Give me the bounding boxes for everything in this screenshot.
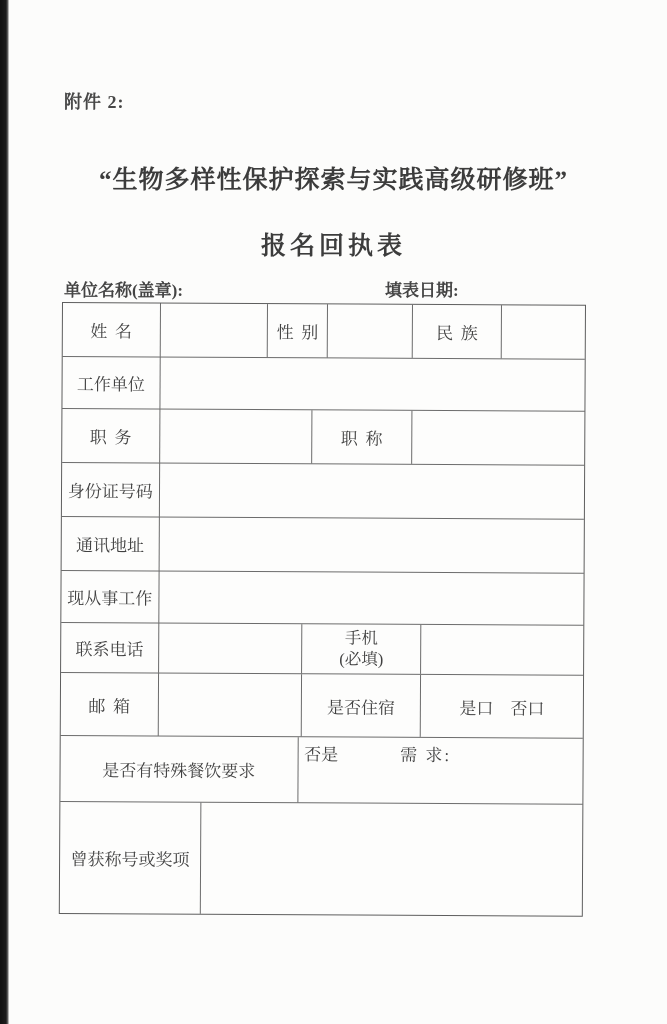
- dietary-options: 否是: [304, 745, 339, 765]
- ethnicity-value-cell: [502, 305, 585, 358]
- mobile-required-note: (必填): [339, 648, 384, 669]
- gender-label-cell: [268, 304, 328, 357]
- id-number-label: 身份证号码: [67, 482, 153, 502]
- awards-value-cell: [201, 803, 583, 916]
- table-row-awards: [60, 802, 583, 916]
- current-work-label-cell: [61, 571, 159, 623]
- phone-value-cell: [159, 624, 303, 674]
- attachment-label: 附件 2:: [64, 92, 125, 112]
- work-unit-label-cell: [62, 357, 160, 409]
- document-subtitle: 报名回执表: [260, 233, 406, 260]
- current-work-label: 现从事工作: [67, 589, 153, 609]
- position-label-cell: [62, 409, 160, 463]
- gender-label: 性别: [276, 323, 327, 343]
- table-row-current-work: [61, 571, 583, 626]
- name-label: 姓名: [90, 322, 140, 342]
- fill-date-label: 填表日期:: [385, 281, 459, 300]
- current-work-value-cell: [159, 572, 584, 625]
- address-value-cell: [159, 518, 584, 573]
- table-row-name: [63, 303, 585, 360]
- name-label-cell: [63, 303, 161, 357]
- dietary-needs-label: 需 求:: [400, 745, 452, 766]
- accommodation-label: 是否住宿: [326, 697, 396, 718]
- unit-name-label: 单位名称(盖章):: [64, 281, 183, 300]
- position-label: 职务: [89, 428, 140, 448]
- table-row-position: [62, 409, 584, 466]
- table-row-id-number: [62, 463, 584, 520]
- form-meta-row: [64, 276, 604, 298]
- work-unit-value-cell: [160, 358, 585, 411]
- email-value-cell: [158, 674, 302, 737]
- awards-label: 曾获称号或奖项: [70, 850, 190, 870]
- awards-label-cell: [60, 802, 202, 914]
- accommodation-label-cell: [302, 674, 421, 737]
- position-value-cell: [160, 410, 312, 464]
- ethnicity-label-cell: [413, 305, 502, 358]
- mobile-label-cell: [302, 624, 421, 674]
- name-value-cell: [160, 304, 268, 358]
- ethnicity-label: 民族: [436, 323, 486, 344]
- table-row-email: [61, 673, 583, 739]
- title-label-cell: [312, 410, 413, 464]
- address-label: 通讯地址: [75, 536, 145, 556]
- id-number-value-cell: [159, 464, 584, 519]
- phone-label: 联系电话: [75, 640, 144, 660]
- dietary-label: 是否有特殊餐饮要求: [102, 761, 256, 782]
- accommodation-options: 是口 否口: [459, 698, 545, 719]
- title-value-cell: [412, 411, 584, 465]
- table-wrapper: [59, 302, 586, 917]
- dietary-options-cell: [298, 737, 583, 803]
- address-label-cell: [62, 517, 160, 571]
- document-title: “生物多样性保护探索与实践高级研修班”: [98, 167, 568, 194]
- id-number-label-cell: [62, 463, 160, 517]
- accommodation-options-cell: [421, 675, 583, 738]
- registration-form-table: [59, 302, 586, 917]
- email-label: 邮箱: [88, 696, 138, 716]
- gender-value-cell: [328, 304, 413, 357]
- table-row-work-unit: [62, 357, 584, 412]
- dietary-label-cell: [60, 736, 298, 802]
- table-row-dietary: [60, 736, 582, 805]
- scan-edge-artifact: [0, 0, 9, 1024]
- phone-label-cell: [61, 623, 159, 673]
- mobile-value-cell: [421, 625, 583, 675]
- table-row-address: [62, 517, 584, 574]
- title-label: 职称: [340, 429, 391, 449]
- mobile-label: 手机: [344, 628, 378, 648]
- email-label-cell: [61, 673, 159, 736]
- work-unit-label: 工作单位: [76, 375, 145, 395]
- table-row-phone: [61, 623, 583, 676]
